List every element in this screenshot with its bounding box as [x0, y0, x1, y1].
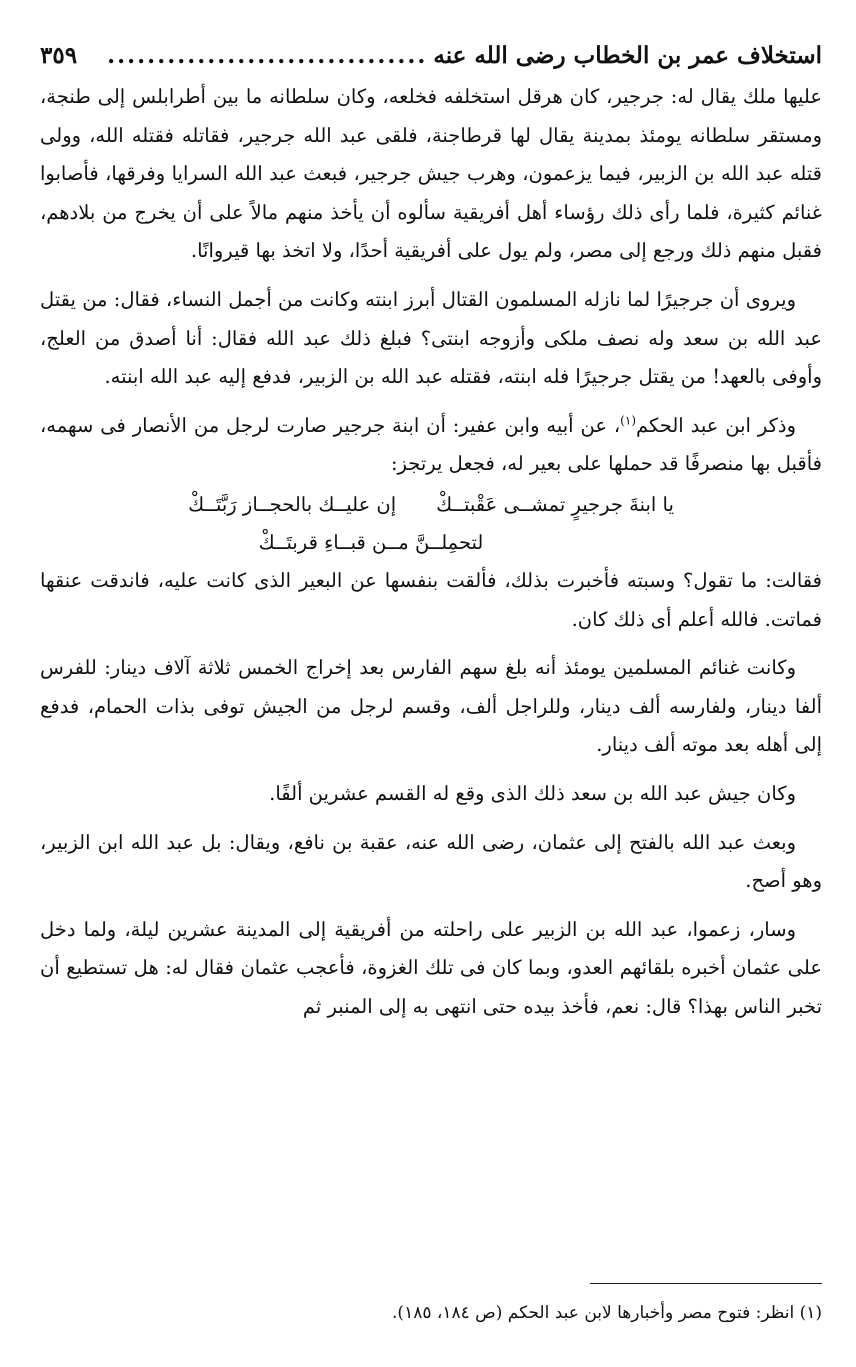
verse-block [40, 486, 822, 562]
verse-line-2 [40, 524, 822, 562]
verse-line-1-second-hemistich: إن عليــك بالحجــاز رَبَّتَــكْ [188, 492, 397, 516]
book-page [40, 36, 822, 1347]
running-head-leader-dots: ................................ [107, 42, 428, 69]
footnote-reference[interactable]: (١) [620, 413, 636, 428]
paragraph-3-rest: ، عن أبيه وابن عفير: أن ابنة جرجير صارت لرجل من الأنصار فى سهمه، فأقبل بها منصرفًا قد حملها على بعير له، فجعل يرتجز: [40, 413, 822, 476]
running-head-title: استخلاف عمر بن الخطاب رضى الله عنه [433, 42, 822, 69]
paragraph-2: ويروى أن جرجيرًا لما نازله المسلمون القتال أبرز ابنته وكانت من أجمل النساء، فقال: من يقتل عبد الله بن سعد وله نصف ملكى وأزوجه ابنتى؟ فبلغ ذلك عبد الله فقال: أنا أصدق من العلج، وأوفى بالعهد! من يقتل جرجيرًا فله ابنته، فقتله عبد الله بن الزبير، فدفع إليه عبد الله ابنته. [40, 287, 822, 389]
paragraph-4: فقالت: ما تقول؟ وسبته فأخبرت بذلك، فألقت بنفسها عن البعير الذى كانت عليه، فاندقت عنقها فماتت. فالله أعلم أى ذلك كان. [40, 568, 822, 631]
page-number: ٣٥٩ [40, 42, 78, 69]
footnote-divider [590, 1283, 822, 1284]
running-head [40, 36, 822, 76]
paragraph-7: وبعث عبد الله بالفتح إلى عثمان، رضى الله عنه، عقبة بن نافع، ويقال: بل عبد الله ابن الزبير، وهو أصح. [40, 830, 822, 893]
paragraph-8: وسار، زعموا، عبد الله بن الزبير على راحلته من أفريقية إلى المدينة عشرين ليلة، ولما دخل على عثمان أخبره بلقائهم العدو، وبما كان فى تلك الغزوة، فأعجب عثمان فقال له: هل تستطيع أن تخبر الناس بهذا؟ قال: نعم، فأخذ بيده حتى انتهى به إلى المنبر ثم [40, 917, 822, 1018]
verse-line-1-first-hemistich: يا ابنةَ جرجيرٍ تمشــى عَقْبتــكْ [436, 492, 674, 516]
paragraph-1: عليها ملك يقال له: جرجير، كان هرقل استخلفه فخلعه، وكان سلطانه ما بين أطرابلس إلى طنجة، ومستقر سلطانه يومئذ بمدينة يقال لها قرطاجنة، فلقى عبد الله جرجير، فقاتله فقتله الله، وولى قتله عبد الله بن الزبير، فيما يزعمون، وهرب جيش جرجير، فبعث عبد الله السرايا وفرقها، فأصابوا غنائم كثيرة، فلما رأى ذلك رؤساء أهل أفريقية سألوه أن يأخذ منهم مالاً على أن يخرج من بلادهم، فقبل منهم ذلك ورجع إلى مصر، ولم يول على أفريقية أحدًا، ولا اتخذ بها قيروانًا. [40, 85, 822, 263]
paragraph-6: وكان جيش عبد الله بن سعد ذلك الذى وقع له القسم عشرين ألفًا. [269, 781, 796, 805]
paragraph-3 [40, 407, 822, 484]
verse-line-2-hemistich: لتحمِلــنَّ مــن قبــاءِ قربتَــكْ [258, 530, 484, 554]
paragraph-5: وكانت غنائم المسلمين يومئذ أنه بلغ سهم الفارس بعد إخراج الخمس ثلاثة آلاف دينار: للفرس ألفا دينار، ولفارسه ألف دينار، وللراجل ألف، وقسم لرجل من الجيش توفى بذات الحمام، فدفع إلى أهله بعد موته ألف دينار. [40, 656, 822, 757]
verse-line-1 [40, 486, 822, 524]
paragraph-3-start: وذكر ابن عبد الحكم [636, 413, 796, 437]
footnote: (١) انظر: فتوح مصر وأخبارها لابن عبد الحكم (ص ١٨٤، ١٨٥). [392, 1303, 822, 1323]
